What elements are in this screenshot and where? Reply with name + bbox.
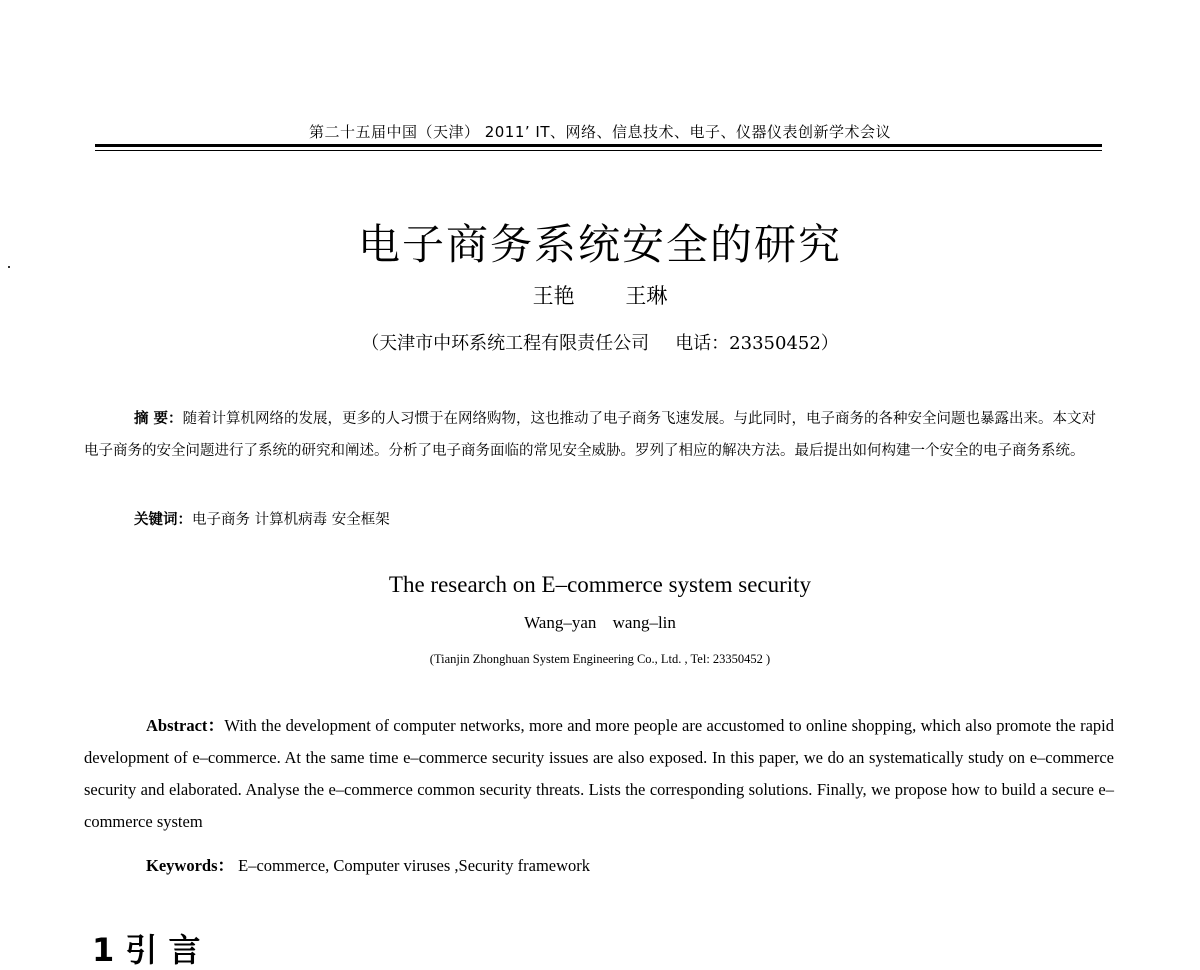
- abstract-cn-text: 随着计算机网络的发展，更多的人习惯于在网络购物，这也推动了电子商务飞速发展。与此同时，电子商务的各种安全问题也暴露出来。本文对电子商务的安全问题进行了系统的研究和阐述。分析了电子商务面临的常见安全威胁。罗列了相应的解决方法。最后提出如何构建一个安全的电子商务系统。: [84, 411, 1097, 459]
- affiliation-cn-phone: 电话：23350452）: [675, 333, 839, 354]
- conference-header: 第二十五届中国（天津） 2011’ IT、网络、信息技术、电子、仪器仪表创新学术会议: [308, 123, 892, 141]
- header-rule-thin: [95, 150, 1102, 151]
- paper-title-en: The research on E–commerce system security: [388, 572, 812, 597]
- author-en-1: Wang–yan: [524, 613, 597, 632]
- abstract-cn: [84, 403, 1106, 467]
- author-cn-1: 王艳: [532, 284, 575, 308]
- keywords-en-text: E–commerce, Computer viruses ,Security framework: [238, 856, 591, 875]
- keywords-en: [146, 852, 590, 876]
- keywords-cn-label: 关键词：: [134, 512, 192, 528]
- keywords-en-label: Keywords：: [146, 856, 234, 875]
- paper-title-cn: 电子商务系统安全的研究: [357, 220, 842, 269]
- authors-cn: [0, 280, 1200, 310]
- authors-en: [0, 613, 1200, 633]
- keywords-cn-text: 电子商务 计算机病毒 安全框架: [192, 512, 390, 528]
- affiliation-cn: [0, 329, 1200, 355]
- author-en-2: wang–lin: [612, 613, 676, 632]
- abstract-en-label: Abstract：: [146, 716, 225, 735]
- abstract-cn-label: 摘 要：: [134, 411, 183, 427]
- affiliation-cn-org: （天津市中环系统工程有限责任公司: [361, 333, 650, 354]
- keywords-cn: [134, 508, 390, 529]
- affiliation-en: (Tianjin Zhonghuan System Engineering Co., Ltd. , Tel: 23350452 ): [429, 652, 771, 666]
- abstract-en-text: With the development of computer networks, more and more people are accustomed to online shopping, which also promote the rapid development of e–commerce. At the same time e–commerce security issues are also exposed. In this paper, we do an systematically study on e–commerce security and elaborated. Analyse the e–commerce common security threats. Lists the corresponding solutions. Finally, we propose how to build a secure e–commerce system: [84, 716, 1115, 831]
- author-cn-2: 王琳: [625, 284, 668, 308]
- abstract-en: [84, 710, 1114, 838]
- header-rule-thick: [95, 144, 1102, 147]
- section-heading: 1 引 言: [92, 931, 201, 969]
